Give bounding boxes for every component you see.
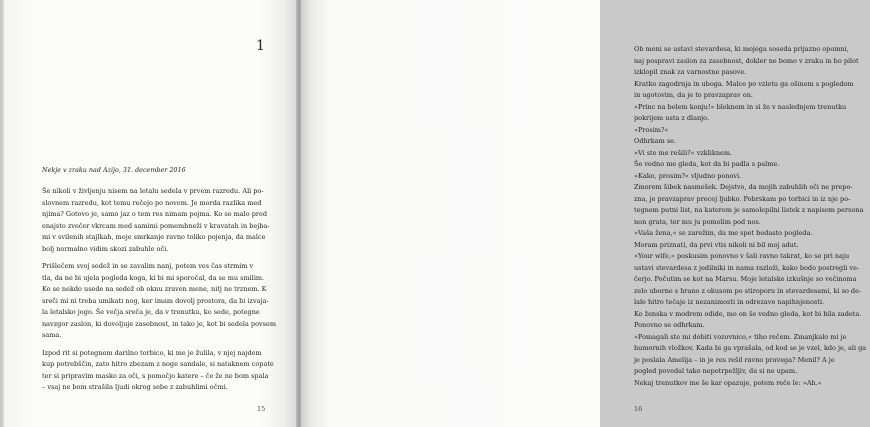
text-line: ter si pripravim masko za oči, s pomočjo katere – če že ne bom spala	[42, 371, 269, 380]
text-line: »Princ na belem konju!« bleknem in si že v naslednjem trenutku	[634, 102, 847, 111]
text-line: tegnem putni list, na katerem je samolepilni listek z napisom persona	[634, 206, 864, 214]
text-line: Moram priznati, da prvi vtis nikoli ni bil moj adut.	[634, 240, 799, 249]
text-line: »Pomagali ste mi dobiti vozovnico,« tiho rečem. Zmanjkalo mi je	[634, 332, 847, 341]
text-line: »Vi ste me rešili?« vzkliknem.	[634, 148, 733, 157]
text-line: humornih vložkov. Kada bi ga vprašala, od kod se je vzel, kdo je, ali ga	[634, 344, 867, 352]
text-line: kup potrebščin, zato hitro zbezam z noge sandale, si nataknem copate	[42, 360, 274, 368]
text-line: Nekaj trenutkov me še kar opazuje, potem reče le: »Ah.«	[634, 378, 822, 387]
text-line: ustavi stevardesa z jedilniki in nama razloži, kako bodo postregli ve-	[634, 263, 860, 272]
text-line: bolj normalno vidim skozi zabuhle oči.	[42, 244, 169, 253]
text-line: njima? Gotovo je, samo jaz o tem res nimam pojma. Ko se malo pred	[42, 210, 267, 218]
text-line: zelo uborne s hrano z okusom po stiroporu in stevardesami, ki so de-	[634, 286, 862, 295]
text-line: Ko ženska v modrem odide, me on še vedno gleda, kot bi bila zadeta.	[634, 309, 862, 318]
text-line: je poslala Amelija – in je res rešil ravno pravega? Menil? A je	[634, 355, 835, 364]
text-line: Ob meni se ustavi stevardesa, ki mojega soseda prijazno opomni,	[634, 45, 849, 53]
text-line: enajsto zvečer vkrcam med samimi pomembneži v kravatah in bejba-	[42, 221, 270, 230]
text-line: tla, da ne bi ujela pogleda koga, ki bi mi sporočal, da se mu smilim.	[42, 273, 265, 282]
text-line: zna, je pravzaprav precej ljubko. Pobrskam po torbici in iz nje po-	[634, 194, 851, 203]
text-line: pokrijem usta z dlanjo.	[634, 114, 710, 122]
text-line: Izpod rit si potegnem darilno torbico, ki me je žulila, v njej najdem	[42, 348, 262, 357]
right-page-body	[634, 44, 870, 389]
text-line: Še vedno me gleda, kot da bi padla s palme.	[634, 160, 780, 168]
text-line: Zmorem šibek nasmešek. Dejstvo, da mojih zabuhlih oči ne prepo-	[634, 183, 853, 191]
chapter-number: 1	[256, 38, 265, 54]
text-line: Odhrkam se.	[634, 137, 677, 145]
right-page	[301, 0, 867, 427]
text-line: naj pospravi zaslon za zasebnost, dokler ne bomo v zraku in bo pilot	[634, 56, 859, 65]
text-line: Še nikoli v življenju nisem na letalu sedela v prvem razredu. Ali po-	[42, 187, 264, 195]
text-line: »Kako, prosim?« vljudno ponovi.	[634, 171, 742, 180]
text-line: »Prosim?«	[634, 125, 669, 134]
page-number-right: 16	[634, 405, 643, 413]
chapter-heading: Nekje v zraku nad Azijo, 31. december 2016	[42, 166, 186, 174]
text-line: izklopil znak za varnostne pasove.	[634, 68, 747, 76]
page-number-left: 15	[257, 405, 266, 413]
text-line: slovnem razredu, kot temu rečejo po novem. Je morda razlika med	[42, 198, 262, 207]
text-line: »Your wife,« poskusim ponovno v šali ravno takrat, ko se pri naju	[634, 252, 850, 260]
text-line: lale hitro tečaje iz nezanimosti in odrezave napihnjenosti.	[634, 298, 825, 306]
text-line: Ponovno se odhrkam.	[634, 321, 705, 329]
text-line: – vsaj ne bom strašila ljudi okrog sebe z zabuhlimi očmi.	[42, 383, 228, 391]
text-line: la letalsko jogo. Še večja sreča je, da v trenutku, ko sede, potegne	[42, 308, 260, 316]
text-line: »Vaša žena,« se zarežim, da me spet bedasto pogleda.	[634, 229, 813, 237]
text-line: pogled povedal tako nepotrpežljiv, da si ne upam.	[634, 367, 798, 375]
text-line: mi v svilenih stajlkah, moje smrkanje ravno toliko pojenja, da malce	[42, 233, 266, 241]
text-line: sreči mi ni treba umikati nog, ker imam dovolj prostora, da bi izvaja-	[42, 296, 269, 305]
text-line: Ko se nekdo usede na sedež ob oknu zraven mene, nitj ne trznem. K	[42, 285, 267, 293]
text-line: čerjo. Počutim se kot na Marsu. Moje letalske izkušnje so večinoma	[634, 275, 857, 283]
text-line: sama.	[42, 331, 62, 339]
text-line: Prišlečem svoj sedež in se zavalim nanj, potem ves čas strmim v	[42, 262, 254, 270]
text-line: in ugotovim, da je to pravzaprav on.	[634, 91, 753, 99]
text-line: navzgor zaslon, ki dovoljuje zasebnost, in tako je, kot bi sedela povsem	[42, 319, 276, 328]
text-line: Kratko zagodrnja in ubogа. Malce po vzletu ga ošinem s pogledom	[634, 79, 854, 88]
text-line: non grata, ter mu ju pomolim pod nos.	[634, 217, 761, 226]
left-page	[4, 0, 297, 427]
left-page-body	[42, 186, 275, 394]
